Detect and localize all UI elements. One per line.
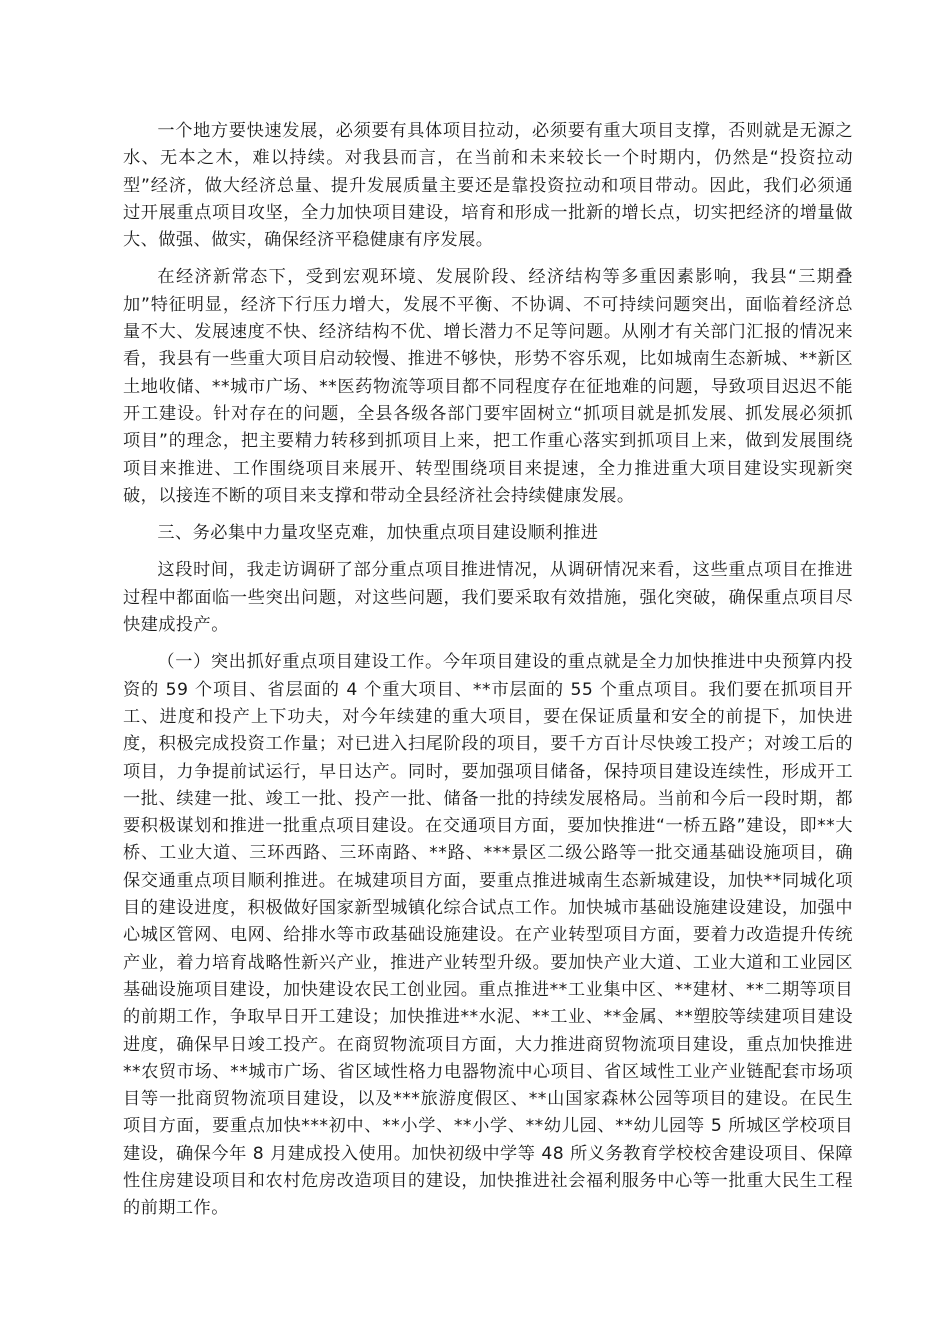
paragraph-investment-driven: 一个地方要快速发展，必须要有具体项目拉动，必须要有重大项目支撑，否则就是无源之水、无本之木，难以持续。对我县而言，在当前和未来较长一个时期内，仍然是“投资拉动型”经济，做大经济总量、提升发展质量主要还是靠投资拉动和项目带动。因此，我们必须通过开展重点项目攻坚，全力加快项目建设，培育和形成一批新的增长点，切实把经济的增量做大、做强、做实，确保经济平稳健康有序发展。 [123, 121, 853, 251]
paragraph-research-findings: 这段时间，我走访调研了部分重点项目推进情况，从调研情况来看，这些重点项目在推进过程中都面临一些突出问题，对这些问题，我们要采取有效措施，强化突破，确保重点项目尽快建成投产。 [123, 560, 853, 636]
paragraph-economic-new-normal: 在经济新常态下，受到宏观环境、发展阶段、经济结构等多重因素影响，我县“三期叠加”特征明显，经济下行压力增大，发展不平衡、不协调、不可持续问题突出，面临着经济总量不大、发展速度不快、经济结构不优、增长潜力不足等问题。从刚才有关部门汇报的情况来看，我县有一些重大项目启动较慢、推进不够快，形势不容乐观，比如城南生态新城、**新区土地收储、**城市广场、**医药物流等项目都不同程度存在征地难的问题，导致项目迟迟不能开工建设。针对存在的问题，全县各级各部门要牢固树立“抓项目就是抓发展、抓发展必须抓项目”的理念，把主要精力转移到抓项目上来，把工作重心落实到抓项目上来，做到发展围绕项目来推进、工作围绕项目来展开、转型围绕项目来提速，全力推进重大项目建设实现新突破，以接连不断的项目来支撑和带动全县经济社会持续健康发展。 [123, 267, 853, 506]
section-heading-three: 三、务必集中力量攻坚克难，加快重点项目建设顺利推进 [157, 523, 599, 544]
document-body [123, 118, 853, 1233]
paragraph-key-projects: （一）突出抓好重点项目建设工作。今年项目建设的重点就是全力加快推进中央预算内投资的 59 个项目、省层面的 4 个重大项目、**市层面的 55 个重点项目。我们要在抓项目开工、进度和投产上下功夫，对今年续建的重大项目，要在保证质量和安全的前提下，加快进度，积极完成投资工作量；对已进入扫尾阶段的项目，要千方百计尽快竣工投产；对竣工后的项目，力争提前试运行，早日达产。同时，要加强项目储备，保持项目建设连续性，形成开工一批、续建一批、竣工一批、投产一批、储备一批的持续发展格局。当前和今后一段时期，都要积极谋划和推进一批重点项目建设。在交通项目方面，要加快推进“一桥五路”建设，即**大桥、工业大道、三环西路、三环南路、**路、***景区二级公路等一批交通基础设施项目，确保交通重点项目顺利推进。在城建项目方面，要重点推进城南生态新城建设，加快**同城化项目的建设进度，积极做好国家新型城镇化综合试点工作。加快城市基础设施建设建设，加强中心城区管网、电网、给排水等市政基础设施建设。在产业转型项目方面，要着力改造提升传统产业，着力培育战略性新兴产业，推进产业转型升级。要加快产业大道、工业大道和工业园区基础设施项目建设，加快建设农民工创业园。重点推进**工业集中区、**建材、**二期等项目的前期工作，争取早日开工建设；加快推进**水泥、**工业、**金属、**塑胶等续建项目建设进度，确保早日竣工投产。在商贸物流项目方面，大力推进商贸物流项目建设，重点加快推进**农贸市场、**城市广场、省区域性格力电器物流中心项目、省区域性工业产业链配套市场项目等一批商贸物流项目建设，以及***旅游度假区、**山国家森林公园等项目的建设。在民生项目方面，要重点加快***初中、**小学、**小学、**幼儿园、**幼儿园等 5 所城区学校项目建设，确保今年 8 月建成投入使用。加快初级中学等 48 所义务教育学校校舍建设项目、保障性住房建设项目和农村危房改造项目的建设，加快推进社会福利服务中心等一批重大民生工程的前期工作。 [123, 652, 853, 1219]
